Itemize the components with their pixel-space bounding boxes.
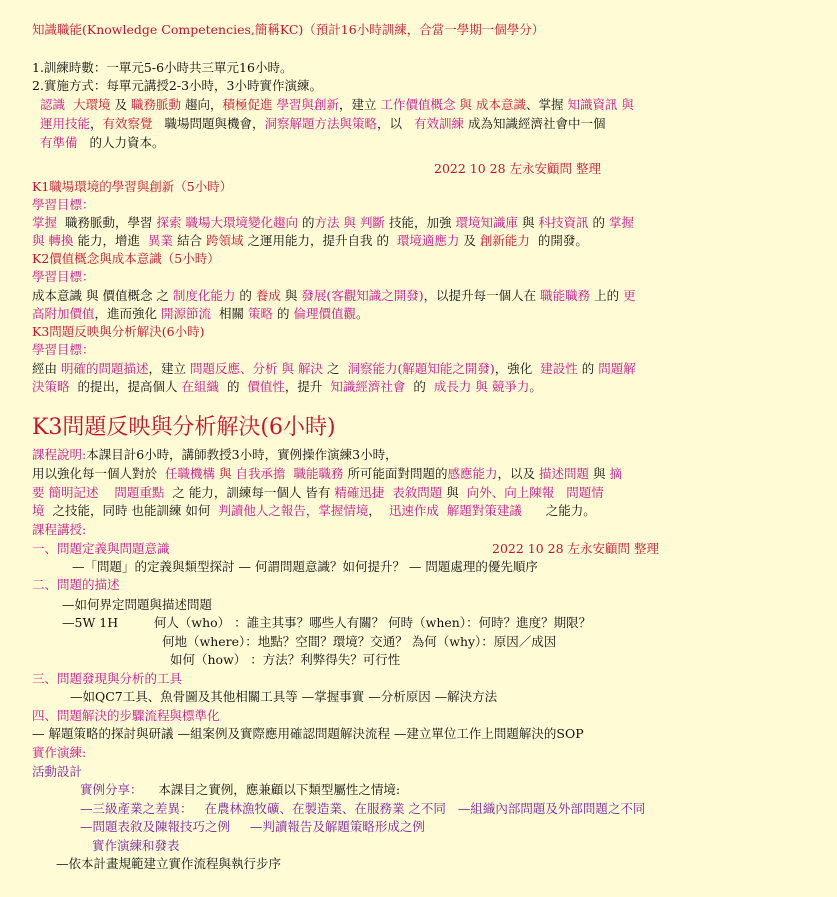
k1-goal-line-1: 掌握 職務脈動，學習 探索 職場大環境變化趨向 的方法 與 判斷 技能，加強 環境知識庫 與 科技資訊 的 掌握 bbox=[32, 215, 634, 230]
k3-activity-line-2: —三級產業之差異： 在農林漁牧礦、在製造業、在服務業 之不同 —組織內部問題及外部問題之不同 bbox=[80, 801, 646, 816]
k3-activity-label: 活動設計 bbox=[32, 764, 83, 779]
k3-section-3-title: 三、問題發現與分析的工具 bbox=[32, 671, 183, 686]
k3-big-title: K3問題反映與分析解決(6小時) bbox=[32, 415, 336, 440]
k3-activity-line-4: 實作演練和發表 bbox=[92, 838, 180, 853]
k3-desc-line-4: 境 之技能，同時 也能訓練 如何 判讀他人之報告，掌握情境， 迅速作成 解題對策建議 之能力。 bbox=[32, 503, 596, 518]
k3-goal-line-2: 決策略 的提出，提高個人 在組織 的 價值性，提升 知識經濟社會 的 成長力 與 競爭力。 bbox=[32, 379, 542, 394]
k3-activity-line-1: 實例分享： 本課目之實例，應兼顧以下類型屬性之情境: bbox=[80, 782, 401, 797]
k1-title: K1職場環境的學習與創新（5小時） bbox=[32, 179, 233, 194]
doc-header bbox=[32, 21, 544, 39]
k3-activity-line-5: —依本計畫規範建立實作流程與執行步序 bbox=[56, 856, 282, 871]
k2-goal-line-1: 成本意識 與 價值概念 之 制度化能力 的 養成 與 發展(客觀知識之開發)，以提升每一個人在 職能職務 上的 更 bbox=[32, 288, 636, 303]
k3-desc-line-3: 要 簡明記述 問題重點 之 能力，訓練每一個人 皆有 精確迅捷 表敘問題 與 向外、向上陳報 問題情 bbox=[32, 485, 604, 500]
k3-goal-label: 學習目標： bbox=[32, 342, 95, 357]
k3-section-1-line-1: —「問題」的定義與類型探討 — 何謂問題意識？如何提升？ — 問題處理的優先順序 bbox=[72, 559, 538, 574]
k3-section-2-line-4: 如何（how） ：方法？利弊得失？可行性 bbox=[170, 652, 401, 667]
k2-goal-label: 學習目標： bbox=[32, 269, 95, 284]
intro-summary-line-3: 有準備 的人力資本。 bbox=[40, 135, 165, 150]
k3-section-3-line-1: —如QC7工具、魚骨圖及其他相關工具等 —掌握事實 —分析原因 —解決方法 bbox=[70, 689, 498, 704]
k3-section-2-line-1: —如何界定問題與描述問題 bbox=[62, 597, 213, 612]
k3-desc-line-1: 課程說明:本課目計6小時，講師教授3小時，實例操作演練3小時， bbox=[32, 447, 398, 462]
k3-desc-line-2: 用以強化每一個人對於 任職機構 與 自我承擔 職能職務 所可能面對問題的感應能力，以及 描述問題 與 摘 bbox=[32, 466, 622, 481]
k3-goal-line-1: 經由 明確的問題描述，建立 問題反應、分析 與 解決 之 洞察能力(解題知能之開發)，強化 建設性 的 問題解 bbox=[32, 361, 636, 376]
date-signature-2: 2022 10 28 左永安顧問 整理 bbox=[492, 541, 660, 556]
k3-section-2-line-2: —5W 1H 何人（who） ：誰主其事？哪些人有關？ 何時（when）：何時？進度？期限？ bbox=[62, 615, 592, 630]
k3-teach-label: 課程講授: bbox=[32, 522, 87, 537]
k3-small-title: K3問題反映與分析解決(6小時) bbox=[32, 324, 205, 339]
k3-section-4-line-1: — 解題策略的探討與研議 —組案例及實際應用確認問題解決流程 —建立單位工作上問題解決的SOP bbox=[32, 726, 584, 741]
k3-activity-line-3: —問題表敘及陳報技巧之例 —判讀報告及解題策略形成之例 bbox=[80, 819, 425, 834]
intro-item-2: 2.實施方式：每單元講授2-3小時，3小時實作演練。 bbox=[32, 78, 323, 93]
k3-practice-label: 實作演練: bbox=[32, 745, 87, 760]
intro-item-1: 1.訓練時數：一單元5-6小時共三單元16小時。 bbox=[32, 60, 293, 75]
intro-summary-line-2: 運用技能，有效察覺 職場問題與機會，洞察解題方法與策略，以 有效訓練 成為知識經濟社會中一個 bbox=[40, 116, 606, 131]
k3-section-2-title: 二、問題的描述 bbox=[32, 577, 120, 592]
k1-goal-label: 學習目標： bbox=[32, 197, 95, 212]
k3-section-2-line-3: 何地（where）：地點？空間？環境？交通？ 為何（why）：原因／成因 bbox=[162, 634, 557, 649]
k3-section-1-title: 一、問題定義與問題意識 bbox=[32, 541, 170, 556]
k2-goal-line-2: 高附加價值，進而強化 開源節流 相關 策略 的 倫理價值觀。 bbox=[32, 306, 369, 321]
date-signature-1: 2022 10 28 左永安顧問 整理 bbox=[434, 161, 602, 176]
k2-title: K2價值概念與成本意識（5小時） bbox=[32, 251, 220, 266]
k3-section-4-title: 四、問題解決的步驟流程與標準化 bbox=[32, 708, 220, 723]
k1-goal-line-2: 與 轉換 能力，增進 異業 結合 跨領域 之運用能力，提升自我 的 環境適應力 及 創新能力 的開發。 bbox=[32, 233, 588, 248]
intro-summary-line-1: 認識 大環境 及 職務脈動 趨向，積極促進 學習與創新，建立 工作價值概念 與 成本意識、掌握 知識資訊 與 bbox=[40, 97, 635, 112]
header-text: 知識職能(Knowledge Competencies,簡稱KC)（預計16小時訓練，合當一學期一個學分） bbox=[32, 22, 545, 37]
